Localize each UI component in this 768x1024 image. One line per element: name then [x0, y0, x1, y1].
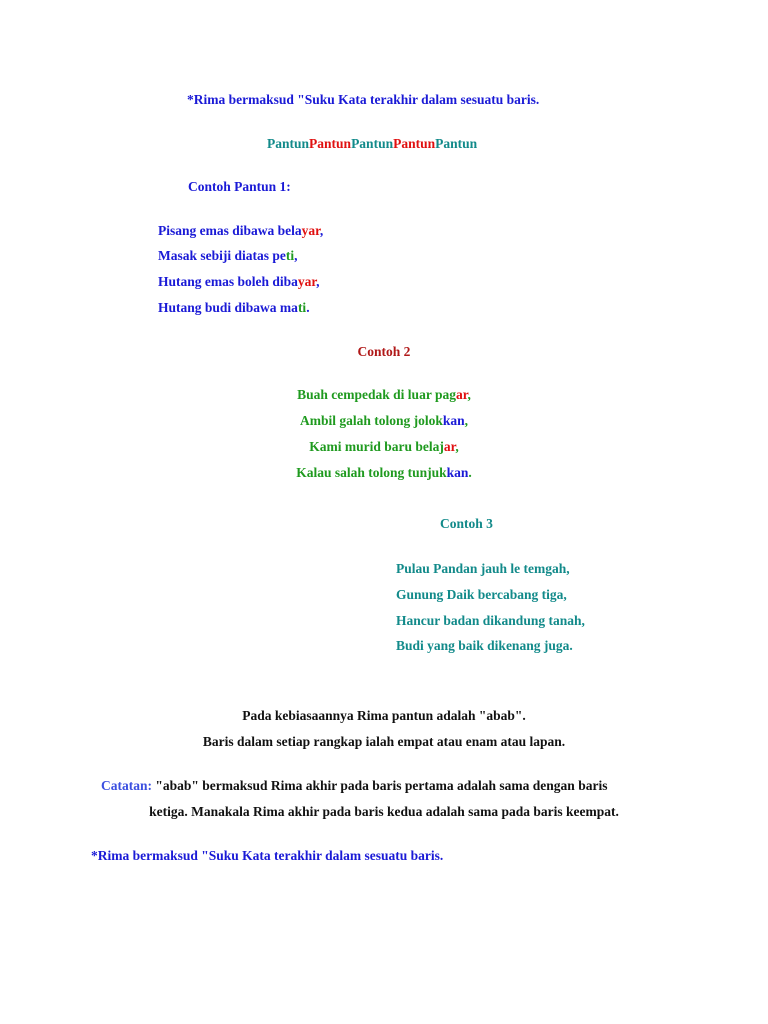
- line-stem: Hutang emas boleh diba: [158, 274, 298, 289]
- explanation-line-1: Pada kebiasaannya Rima pantun adalah "abab".: [242, 708, 526, 723]
- catatan-text-1: "abab" bermaksud Rima akhir pada baris pertama adalah sama dengan baris: [152, 778, 608, 793]
- line-punctuation: ,: [467, 387, 471, 402]
- example2-line-4: [0, 464, 768, 482]
- example2-line-3: [0, 438, 768, 456]
- line-stem: Ambil galah tolong jolok: [299, 413, 443, 428]
- line-punctuation: ,: [319, 223, 324, 238]
- example1-line-2: [158, 247, 298, 265]
- rhyme-syllable: yar: [297, 274, 317, 289]
- example3-line-2: Gunung Daik bercabang tiga,: [396, 587, 567, 602]
- catatan-line-2: ketiga. Manakala Rima akhir pada baris kedua adalah sama pada baris keempat.: [149, 804, 619, 819]
- rhyme-syllable: ar: [455, 387, 468, 402]
- example2-line-1: [0, 386, 768, 404]
- banner-word-4: Pantun: [393, 136, 436, 151]
- line-stem: Kami murid baru belaj: [309, 439, 444, 454]
- footer-note: *Rima bermaksud "Suku Kata terakhir dalam sesuatu baris.: [91, 848, 444, 863]
- example1-line-1: [158, 222, 323, 240]
- line-punctuation: ,: [455, 439, 459, 454]
- line-punctuation: ,: [316, 274, 320, 289]
- banner-word-5: Pantun: [435, 136, 478, 151]
- rhyme-syllable: kan: [446, 465, 469, 480]
- rhyme-syllable: ti: [297, 300, 307, 315]
- pantun-banner: [267, 135, 477, 153]
- header-note: *Rima bermaksud "Suku Kata terakhir dalam sesuatu baris.: [187, 92, 540, 107]
- line-stem: Masak sebiji diatas pe: [158, 248, 286, 263]
- example3-line-3: Hancur badan dikandung tanah,: [396, 613, 585, 628]
- line-punctuation: ,: [464, 413, 469, 428]
- line-punctuation: .: [306, 300, 310, 315]
- banner-word-1: Pantun: [267, 136, 310, 151]
- explanation-line-2: Baris dalam setiap rangkap ialah empat atau enam atau lapan.: [202, 734, 566, 749]
- line-stem: Pisang emas dibawa bela: [158, 223, 302, 238]
- line-stem: Kalau salah tolong tunjuk: [296, 465, 447, 480]
- example2-title: Contoh 2: [357, 344, 411, 359]
- rhyme-syllable: yar: [301, 223, 320, 238]
- example3-line-1: Pulau Pandan jauh le temgah,: [396, 561, 570, 576]
- line-stem: Hutang budi dibawa ma: [158, 300, 298, 315]
- example3-line-4: Budi yang baik dikenang juga.: [396, 638, 573, 653]
- example1-line-4: [158, 299, 310, 317]
- example3-title: Contoh 3: [440, 516, 493, 531]
- banner-word-2: Pantun: [309, 136, 352, 151]
- catatan-label: Catatan:: [101, 778, 152, 793]
- line-punctuation: .: [468, 465, 472, 480]
- catatan-line-1: [101, 777, 607, 795]
- rhyme-syllable: ti: [285, 248, 295, 263]
- line-punctuation: ,: [294, 248, 298, 263]
- banner-word-3: Pantun: [351, 136, 394, 151]
- rhyme-syllable: ar: [443, 439, 456, 454]
- example2-line-2: [0, 412, 768, 430]
- example1-title: Contoh Pantun 1:: [188, 179, 291, 194]
- example1-line-3: [158, 273, 320, 291]
- rhyme-syllable: kan: [442, 413, 465, 428]
- line-stem: Buah cempedak di luar pag: [297, 387, 456, 402]
